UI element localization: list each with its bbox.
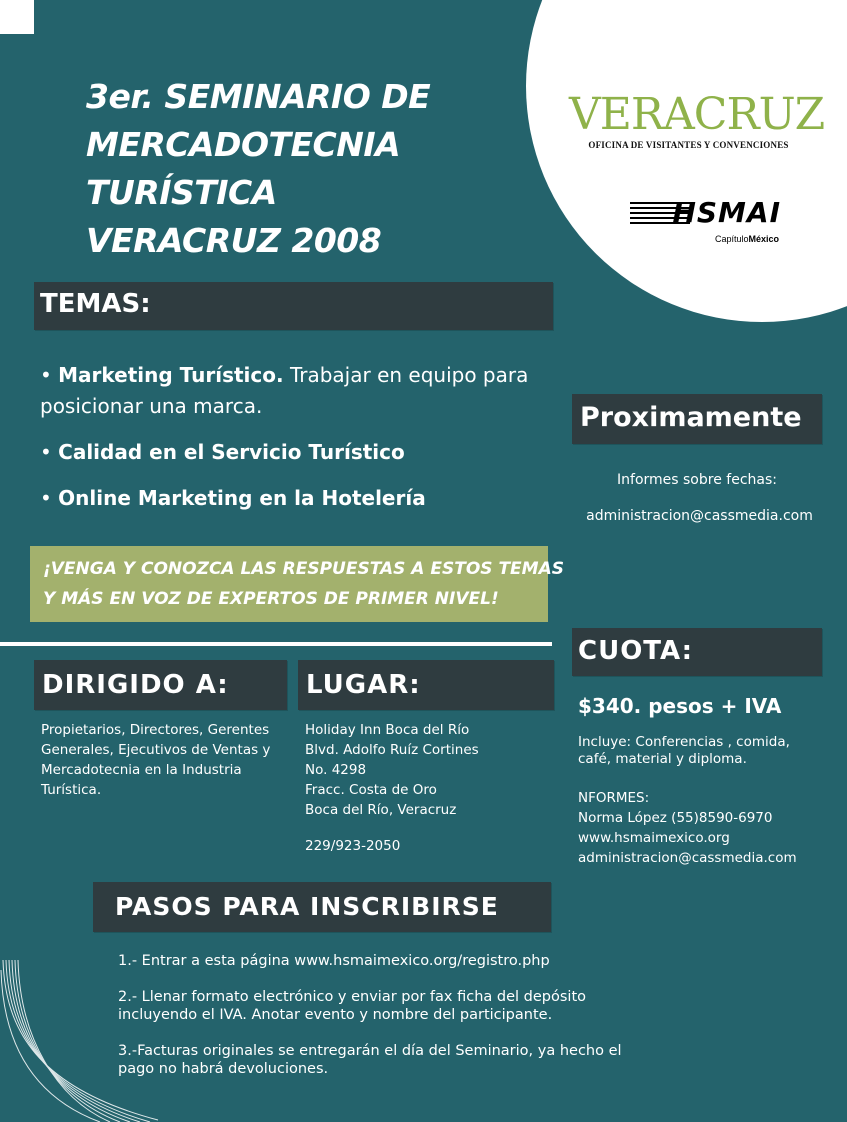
callout-banner xyxy=(30,546,564,622)
informes-website[interactable]: www.hsmaimexico.org xyxy=(578,830,730,846)
lugar-text xyxy=(305,720,555,856)
informes-email[interactable]: administracion@cassmedia.com xyxy=(586,508,813,524)
cuota-informes xyxy=(578,788,838,868)
callout-line: Y MÁS EN VOZ DE EXPERTOS DE PRIMER NIVEL! xyxy=(43,589,499,609)
topics-list xyxy=(40,360,560,529)
step-line: 3.-Facturas originales se entregarán el día del Seminario, ya hecho el xyxy=(118,1043,622,1059)
incluye-line: Incluye: Conferencias , comida, xyxy=(578,734,790,750)
hsmai-logo xyxy=(630,198,785,248)
lugar-line: Fracc. Costa de Oro xyxy=(305,782,437,798)
lugar-line: No. 4298 xyxy=(305,762,367,778)
dirigido-line: Mercadotecnia en la Industria xyxy=(41,762,242,778)
step-line: 1.- Entrar a esta página www.hsmaimexico.org/registro.php xyxy=(118,953,550,969)
lugar-line: Boca del Río, Veracruz xyxy=(305,802,457,818)
cuota-incluye xyxy=(578,734,818,768)
logo-circle xyxy=(526,0,847,322)
proximamente-banner: Proximamente xyxy=(572,394,822,444)
topic-item: • Online Marketing en la Hotelería xyxy=(40,486,426,510)
hsmai-logo-text: HSMAI xyxy=(672,196,781,229)
seminar-title xyxy=(86,73,506,265)
veracruz-logo-text: VERACRUZ xyxy=(569,89,825,140)
title-line: VERACRUZ 2008 xyxy=(86,221,382,260)
lugar-line: Holiday Inn Boca del Río xyxy=(305,722,470,738)
registration-steps xyxy=(118,952,738,1096)
dirigido-text xyxy=(41,720,291,800)
step-line: pago no habrá devoluciones. xyxy=(118,1061,329,1077)
informes-contact: Norma López (55)8590-6970 xyxy=(578,810,773,826)
step-item xyxy=(118,988,738,1024)
dirigido-heading: DIRIGIDO A: xyxy=(34,660,287,710)
lugar-heading: LUGAR: xyxy=(298,660,554,710)
title-line: 3er. SEMINARIO DE xyxy=(86,77,431,116)
hsmai-chapter-prefix: Capítulo xyxy=(714,234,749,244)
incluye-line: café, material y diploma. xyxy=(578,751,747,767)
temas-heading: TEMAS: xyxy=(34,282,553,330)
topic-bold: Calidad en el Servicio Turístico xyxy=(58,440,405,464)
topic-item: • Marketing Turístico. Trabajar en equipo para posicionar una marca. xyxy=(40,363,529,418)
pasos-heading: PASOS PARA INSCRIBIRSE xyxy=(93,882,551,932)
topic-item: • Calidad en el Servicio Turístico xyxy=(40,440,405,464)
decorative-swirl-icon xyxy=(0,960,160,1122)
cuota-price: $340. pesos + IVA xyxy=(578,694,782,718)
step-line: 2.- Llenar formato electrónico y enviar por fax ficha del depósito xyxy=(118,989,587,1005)
lugar-line: Blvd. Adolfo Ruíz Cortines xyxy=(305,742,479,758)
dirigido-line: Generales, Ejecutivos de Ventas y xyxy=(41,742,271,758)
informes-fechas-label: Informes sobre fechas: xyxy=(617,472,777,488)
veracruz-logo-subtitle: OFICINA DE VISITANTES Y CONVENCIONES xyxy=(588,140,789,150)
topic-bold: Marketing Turístico. xyxy=(58,363,284,387)
dirigido-line: Turística. xyxy=(41,782,102,798)
informes-email-2[interactable]: administracion@cassmedia.com xyxy=(578,850,797,866)
lugar-phone: 229/923-2050 xyxy=(305,838,401,854)
cuota-heading: CUOTA: xyxy=(572,628,822,676)
callout-line: ¡VENGA Y CONOZCA LAS RESPUESTAS A ESTOS TEMAS xyxy=(43,559,564,579)
section-divider xyxy=(0,642,552,646)
corner-notch xyxy=(0,0,34,34)
dirigido-line: Propietarios, Directores, Gerentes xyxy=(41,722,270,738)
step-item xyxy=(118,1042,738,1078)
informes-label: NFORMES: xyxy=(578,790,650,806)
step-item xyxy=(118,952,738,970)
topic-rest: Trabajar en equipo para posicionar una marca. xyxy=(40,363,529,418)
title-line: MERCADOTECNIA xyxy=(86,125,401,164)
topic-bold: Online Marketing en la Hotelería xyxy=(58,486,426,510)
title-line: TURÍSTICA xyxy=(86,173,277,212)
step-line: incluyendo el IVA. Anotar evento y nombre del participante. xyxy=(118,1007,553,1023)
hsmai-chapter xyxy=(715,234,779,244)
hsmai-chapter-country: México xyxy=(748,234,779,244)
